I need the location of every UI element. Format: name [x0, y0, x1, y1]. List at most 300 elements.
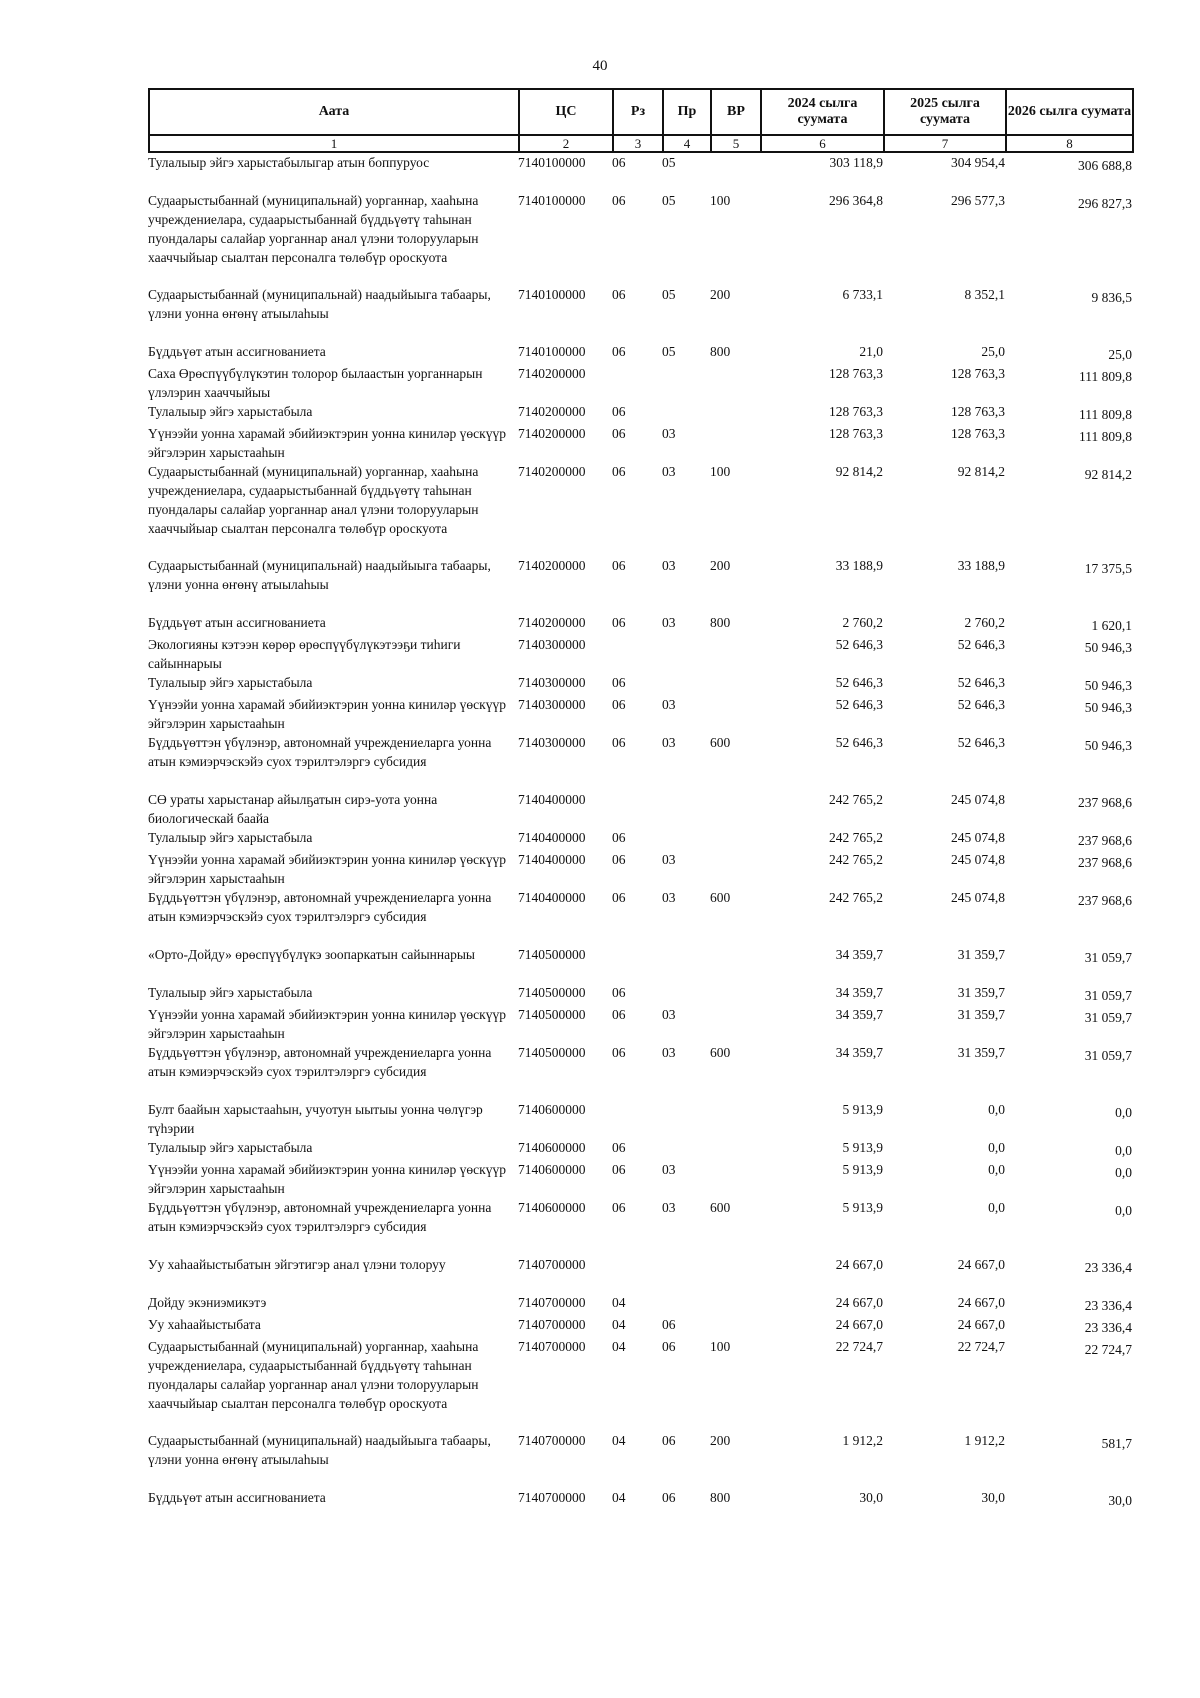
- row-pr: 05: [662, 287, 676, 302]
- row-name: Тулалыыр эйгэ харыстабыла: [148, 404, 313, 419]
- row-code: 7140500000: [518, 947, 586, 962]
- row-vr: [710, 1255, 760, 1293]
- row-vr: [710, 945, 760, 983]
- row-code: 7140200000: [518, 404, 586, 419]
- table-row: [148, 1160, 1132, 1198]
- row-value-2024: 30,0: [859, 1490, 883, 1505]
- row-rz: 06: [612, 697, 626, 712]
- row-vr: [710, 1138, 760, 1160]
- row-pr: 05: [662, 193, 676, 208]
- row-vr: 800: [710, 615, 731, 630]
- row-name: СӨ ураты харыстанар айылҕатын сирэ-уота уонна биологическай баайа: [148, 792, 438, 826]
- row-name: Тулалыыр эйгэ харыстабыла: [148, 1140, 313, 1155]
- row-rz: 06: [612, 287, 626, 302]
- row-value-2025: 1 912,2: [964, 1433, 1005, 1448]
- row-value-2024: 296 364,8: [829, 193, 883, 208]
- row-vr: [710, 828, 760, 850]
- row-code: 7140600000: [518, 1200, 586, 1215]
- row-name: Экологияны кэтээн көрөр өрөспүүбүлүкэтээҕи тиһиги сайыннарыы: [148, 637, 461, 671]
- row-rz: 04: [612, 1433, 626, 1448]
- table-row: [148, 342, 1132, 364]
- row-value-2025: 0,0: [988, 1200, 1005, 1215]
- row-value-2024: 5 913,9: [842, 1102, 883, 1117]
- table-row: [148, 402, 1132, 424]
- row-vr: 100: [710, 464, 731, 479]
- table-row: [148, 983, 1132, 1005]
- row-vr: [710, 850, 760, 888]
- row-value-2026: 111 809,8: [1079, 429, 1132, 444]
- row-vr: [710, 1315, 760, 1337]
- row-rz: [612, 945, 662, 983]
- row-rz: 06: [612, 464, 626, 479]
- row-value-2026: 0,0: [1115, 1143, 1132, 1158]
- row-pr: 06: [662, 1317, 676, 1332]
- row-rz: 06: [612, 675, 626, 690]
- row-code: 7140600000: [518, 1162, 586, 1177]
- row-vr: 600: [710, 890, 731, 905]
- row-value-2026: 30,0: [1108, 1493, 1132, 1508]
- row-name: Бүддьүөттэн үбүлэнэр, автономнай учреждениеларга уонна атын кэмиэрчэскэйэ суох тэрилтэлэргэ субсидия: [148, 890, 492, 924]
- row-name: Тулалыыр эйгэ харыстабыла: [148, 985, 313, 1000]
- row-vr: [710, 402, 760, 424]
- row-code: 7140200000: [518, 426, 586, 441]
- row-value-2026: 1 620,1: [1091, 618, 1132, 633]
- table-row: [148, 1337, 1132, 1431]
- row-value-2026: 92 814,2: [1084, 467, 1132, 482]
- row-value-2025: 0,0: [988, 1140, 1005, 1155]
- table-row: [148, 424, 1132, 462]
- row-rz: [612, 635, 662, 673]
- row-code: 7140700000: [518, 1257, 586, 1272]
- row-vr: [710, 424, 760, 462]
- row-name: Бүддьүөт атын ассигнованиета: [148, 344, 326, 359]
- row-name: Үүнээйи уонна харамай эбийиэктэрин уонна киниләр үөскүүр эйгэлэрин харыстааhын: [148, 426, 506, 460]
- row-pr: [662, 1100, 710, 1138]
- row-name: Тулалыыр эйгэ харыстабыла: [148, 830, 313, 845]
- table-row: [148, 364, 1132, 402]
- row-value-2025: 33 188,9: [957, 558, 1005, 573]
- row-rz: 04: [612, 1295, 626, 1310]
- row-code: 7140700000: [518, 1295, 586, 1310]
- row-value-2026: 31 059,7: [1084, 988, 1132, 1003]
- row-value-2025: 245 074,8: [951, 830, 1005, 845]
- row-value-2024: 303 118,9: [829, 155, 883, 170]
- table-row: [148, 1198, 1132, 1255]
- row-vr: 600: [710, 735, 731, 750]
- table-row: [148, 635, 1132, 673]
- table-row: [148, 790, 1132, 828]
- row-value-2024: 242 765,2: [829, 830, 883, 845]
- row-pr: 03: [662, 426, 676, 441]
- row-value-2025: 128 763,3: [951, 404, 1005, 419]
- row-code: 7140100000: [518, 344, 586, 359]
- row-value-2026: 50 946,3: [1084, 738, 1132, 753]
- row-name: Судаарыстыбаннай (муниципальнай) наадыйыыга табаары, үлэни уонна өҥөнү атыылаhыы: [148, 287, 491, 321]
- row-name: Тулалыыр эйгэ харыстабыла: [148, 675, 313, 690]
- row-value-2025: 304 954,4: [951, 155, 1005, 170]
- row-rz: 06: [612, 735, 626, 750]
- table-row: [148, 153, 1132, 191]
- row-pr: 03: [662, 697, 676, 712]
- row-pr: 03: [662, 1162, 676, 1177]
- budget-sheet: [148, 88, 1132, 1510]
- table-row: [148, 285, 1132, 342]
- row-rz: 06: [612, 852, 626, 867]
- row-value-2025: 128 763,3: [951, 426, 1005, 441]
- row-pr: 03: [662, 615, 676, 630]
- row-rz: 06: [612, 1045, 626, 1060]
- row-name: Судаарыстыбаннай (муниципальнай) уорганнар, хааhына учреждениелара, судаарыстыбаннай бүддьүөтү таhынан пуондалары салайар уорганнар анал үлэни толорууларын хааччыйыар сыалтан персоналга төлөбүр ороскуота: [148, 1339, 479, 1411]
- row-value-2025: 25,0: [981, 344, 1005, 359]
- row-name: Судаарыстыбаннай (муниципальнай) уорганнар, хааhына учреждениелара, судаарыстыбаннай бүддьүөтү таhынан пуондалары салайар уорганнар анал үлэни толорууларын хааччыйыар сыалтан персоналга төлөбүр ороскуота: [148, 193, 479, 265]
- row-vr: [710, 983, 760, 1005]
- row-value-2026: 306 688,8: [1078, 158, 1132, 173]
- row-rz: 06: [612, 890, 626, 905]
- row-value-2025: 24 667,0: [957, 1295, 1005, 1310]
- row-rz: 06: [612, 193, 626, 208]
- row-pr: 06: [662, 1433, 676, 1448]
- row-rz: [612, 790, 662, 828]
- row-vr: 800: [710, 1490, 731, 1505]
- row-pr: 03: [662, 735, 676, 750]
- row-value-2026: 23 336,4: [1084, 1298, 1132, 1313]
- row-value-2024: 34 359,7: [835, 947, 883, 962]
- row-value-2025: 128 763,3: [951, 366, 1005, 381]
- row-value-2024: 5 913,9: [842, 1200, 883, 1215]
- row-value-2025: 31 359,7: [957, 1007, 1005, 1022]
- row-name: Судаарыстыбаннай (муниципальнай) уорганнар, хааhына учреждениелара, судаарыстыбаннай бүддьүөтү таhынан пуондалары салайар уорганнар анал үлэни толорууларын хааччыйыар сыалтан персоналга төлөбүр ороскуота: [148, 464, 479, 536]
- header-cs: ЦС: [519, 89, 613, 135]
- table-row: [148, 1431, 1132, 1488]
- row-rz: [612, 1100, 662, 1138]
- row-code: 7140400000: [518, 830, 586, 845]
- row-value-2026: 50 946,3: [1084, 678, 1132, 693]
- row-name: Судаарыстыбаннай (муниципальнай) наадыйыыга табаары, үлэни уонна өҥөнү атыылаhыы: [148, 1433, 491, 1467]
- row-name: Уу хаhаайыстыбата: [148, 1317, 261, 1332]
- table-row: [148, 945, 1132, 983]
- row-value-2026: 237 968,6: [1078, 893, 1132, 908]
- row-name: «Орто-Дойду» өрөспүүбүлүкэ зоопаркатын сайыннарыы: [148, 947, 475, 962]
- table-row: [148, 191, 1132, 285]
- row-value-2026: 25,0: [1108, 347, 1132, 362]
- row-rz: 04: [612, 1317, 626, 1332]
- row-pr: 06: [662, 1490, 676, 1505]
- row-pr: 05: [662, 344, 676, 359]
- row-name: Бүддьүөттэн үбүлэнэр, автономнай учреждениеларга уонна атын кэмиэрчэскэйэ суох тэрилтэлэргэ субсидия: [148, 735, 492, 769]
- row-rz: 06: [612, 615, 626, 630]
- row-value-2025: 52 646,3: [957, 637, 1005, 652]
- row-pr: [662, 364, 710, 402]
- row-value-2024: 33 188,9: [835, 558, 883, 573]
- row-value-2024: 52 646,3: [835, 637, 883, 652]
- row-value-2025: 52 646,3: [957, 675, 1005, 690]
- row-value-2026: 31 059,7: [1084, 1010, 1132, 1025]
- row-vr: [710, 790, 760, 828]
- row-value-2025: 296 577,3: [951, 193, 1005, 208]
- row-vr: [710, 695, 760, 733]
- row-vr: 200: [710, 558, 731, 573]
- column-number: 4: [663, 135, 711, 152]
- table-row: [148, 556, 1132, 613]
- row-pr: 03: [662, 1045, 676, 1060]
- row-rz: 06: [612, 830, 626, 845]
- row-pr: [662, 1293, 710, 1315]
- row-value-2024: 52 646,3: [835, 697, 883, 712]
- row-value-2024: 24 667,0: [835, 1257, 883, 1272]
- column-number: 7: [884, 135, 1006, 152]
- row-value-2024: 52 646,3: [835, 735, 883, 750]
- row-value-2026: 50 946,3: [1084, 700, 1132, 715]
- row-name: Дойду экэниэмикэтэ: [148, 1295, 267, 1310]
- row-pr: 03: [662, 852, 676, 867]
- page-number: 40: [592, 58, 608, 74]
- row-rz: 06: [612, 426, 626, 441]
- table-row: [148, 1043, 1132, 1100]
- table-row: [148, 1100, 1132, 1138]
- row-vr: [710, 364, 760, 402]
- row-value-2026: 0,0: [1115, 1165, 1132, 1180]
- row-code: 7140200000: [518, 615, 586, 630]
- table-row: [148, 828, 1132, 850]
- column-number: 6: [761, 135, 884, 152]
- row-vr: 200: [710, 1433, 731, 1448]
- row-pr: [662, 983, 710, 1005]
- row-value-2026: 9 836,5: [1091, 290, 1132, 305]
- table-row: [148, 1315, 1132, 1337]
- column-number: 8: [1006, 135, 1133, 152]
- row-value-2024: 1 912,2: [842, 1433, 883, 1448]
- row-code: 7140400000: [518, 792, 586, 807]
- row-value-2024: 128 763,3: [829, 426, 883, 441]
- row-value-2026: 0,0: [1115, 1203, 1132, 1218]
- row-rz: 06: [612, 985, 626, 1000]
- row-value-2024: 242 765,2: [829, 792, 883, 807]
- row-vr: 600: [710, 1200, 731, 1215]
- row-value-2026: 23 336,4: [1084, 1320, 1132, 1335]
- row-vr: [710, 1005, 760, 1043]
- row-pr: [662, 790, 710, 828]
- table-row: [148, 462, 1132, 556]
- row-value-2025: 2 760,2: [964, 615, 1005, 630]
- row-rz: 06: [612, 1162, 626, 1177]
- row-pr: 03: [662, 464, 676, 479]
- row-code: 7140700000: [518, 1339, 586, 1354]
- row-value-2025: 30,0: [981, 1490, 1005, 1505]
- row-pr: [662, 402, 710, 424]
- row-code: 7140500000: [518, 985, 586, 1000]
- row-rz: 04: [612, 1490, 626, 1505]
- row-value-2025: 92 814,2: [957, 464, 1005, 479]
- row-pr: [662, 673, 710, 695]
- row-rz: 06: [612, 1140, 626, 1155]
- header-pr: Пр: [663, 89, 711, 135]
- row-pr: 05: [662, 155, 676, 170]
- row-pr: [662, 635, 710, 673]
- row-value-2026: 23 336,4: [1084, 1260, 1132, 1275]
- row-value-2024: 242 765,2: [829, 890, 883, 905]
- row-code: 7140700000: [518, 1317, 586, 1332]
- table-row: [148, 1138, 1132, 1160]
- row-vr: [710, 1100, 760, 1138]
- row-value-2024: 92 814,2: [835, 464, 883, 479]
- row-name: Саха Өрөспүүбүлүкэтин толорор былаастын уорганнарын үлэлэрин хааччыйыы: [148, 366, 483, 400]
- row-value-2024: 128 763,3: [829, 404, 883, 419]
- row-value-2026: 237 968,6: [1078, 833, 1132, 848]
- row-value-2024: 6 733,1: [842, 287, 883, 302]
- row-code: 7140500000: [518, 1045, 586, 1060]
- row-name: Үүнээйи уонна харамай эбийиэктэрин уонна киниләр үөскүүр эйгэлэрин харыстааhын: [148, 1007, 506, 1041]
- row-rz: 06: [612, 404, 626, 419]
- row-value-2026: 111 809,8: [1079, 369, 1132, 384]
- row-code: 7140200000: [518, 558, 586, 573]
- table-row: [148, 733, 1132, 790]
- row-value-2025: 245 074,8: [951, 890, 1005, 905]
- row-code: 7140200000: [518, 464, 586, 479]
- row-pr: [662, 945, 710, 983]
- row-value-2025: 24 667,0: [957, 1257, 1005, 1272]
- header-2024: 2024 сылга суумата: [761, 89, 884, 135]
- row-rz: [612, 364, 662, 402]
- row-value-2026: 237 968,6: [1078, 795, 1132, 810]
- row-rz: [612, 1255, 662, 1293]
- row-value-2026: 296 827,3: [1078, 196, 1132, 211]
- table-row: [148, 613, 1132, 635]
- row-vr: [710, 1160, 760, 1198]
- column-number: 1: [149, 135, 519, 152]
- row-value-2025: 24 667,0: [957, 1317, 1005, 1332]
- row-value-2024: 5 913,9: [842, 1140, 883, 1155]
- header-vr: ВР: [711, 89, 761, 135]
- table-row: [148, 888, 1132, 945]
- row-code: 7140300000: [518, 637, 586, 652]
- row-value-2024: 242 765,2: [829, 852, 883, 867]
- table-row: [148, 850, 1132, 888]
- row-value-2025: 22 724,7: [957, 1339, 1005, 1354]
- row-name: Үүнээйи уонна харамай эбийиэктэрин уонна киниләр үөскүүр эйгэлэрин харыстааhын: [148, 852, 506, 886]
- row-name: Бүддьүөттэн үбүлэнэр, автономнай учреждениеларга уонна атын кэмиэрчэскэйэ суох тэрилтэлэргэ субсидия: [148, 1200, 492, 1234]
- row-value-2025: 245 074,8: [951, 852, 1005, 867]
- row-value-2025: 245 074,8: [951, 792, 1005, 807]
- header-rz: Рз: [613, 89, 663, 135]
- row-pr: [662, 1138, 710, 1160]
- row-value-2025: 31 359,7: [957, 1045, 1005, 1060]
- row-code: 7140200000: [518, 366, 586, 381]
- row-code: 7140400000: [518, 852, 586, 867]
- row-value-2026: 581,7: [1101, 1436, 1132, 1451]
- header-2025: 2025 сылга суумата: [884, 89, 1006, 135]
- row-code: 7140100000: [518, 193, 586, 208]
- row-value-2025: 31 359,7: [957, 947, 1005, 962]
- row-vr: [710, 673, 760, 695]
- row-code: 7140100000: [518, 155, 586, 170]
- row-value-2024: 24 667,0: [835, 1295, 883, 1310]
- row-value-2025: 8 352,1: [964, 287, 1005, 302]
- row-value-2026: 31 059,7: [1084, 950, 1132, 965]
- row-pr: [662, 828, 710, 850]
- row-value-2026: 17 375,5: [1084, 561, 1132, 576]
- row-pr: 03: [662, 890, 676, 905]
- row-code: 7140300000: [518, 675, 586, 690]
- row-name: Булт баайын харыстааhын, учуотун ыытыы уонна чөлүгэр түhэрии: [148, 1102, 483, 1136]
- table-row: [148, 1005, 1132, 1043]
- row-value-2024: 34 359,7: [835, 1045, 883, 1060]
- row-rz: 06: [612, 344, 626, 359]
- table-row: [148, 1293, 1132, 1315]
- row-vr: [710, 635, 760, 673]
- row-name: Үүнээйи уонна харамай эбийиэктэрин уонна киниләр үөскүүр эйгэлэрин харыстааhын: [148, 1162, 506, 1196]
- row-value-2024: 128 763,3: [829, 366, 883, 381]
- table-row: [148, 695, 1132, 733]
- row-value-2024: 34 359,7: [835, 1007, 883, 1022]
- row-value-2026: 50 946,3: [1084, 640, 1132, 655]
- row-value-2026: 111 809,8: [1079, 407, 1132, 422]
- row-value-2025: 31 359,7: [957, 985, 1005, 1000]
- row-name: Үүнээйи уонна харамай эбийиэктэрин уонна киниләр үөскүүр эйгэлэрин харыстааhын: [148, 697, 506, 731]
- row-vr: 100: [710, 1339, 731, 1354]
- row-value-2025: 0,0: [988, 1162, 1005, 1177]
- row-vr: [710, 1293, 760, 1315]
- table-row: [148, 1488, 1132, 1510]
- row-name: Бүддьүөт атын ассигнованиета: [148, 615, 326, 630]
- row-vr: 100: [710, 193, 731, 208]
- row-value-2024: 22 724,7: [835, 1339, 883, 1354]
- column-number: 5: [711, 135, 761, 152]
- row-name: Судаарыстыбаннай (муниципальнай) наадыйыыга табаары, үлэни уонна өҥөнү атыылаhыы: [148, 558, 491, 592]
- row-code: 7140100000: [518, 287, 586, 302]
- row-value-2026: 0,0: [1115, 1105, 1132, 1120]
- budget-table-body: [148, 153, 1132, 1510]
- row-vr: [710, 153, 760, 191]
- row-name: Уу хаhаайыстыбатын эйгэтигэр анал үлэни толоруу: [148, 1257, 446, 1272]
- row-code: 7140700000: [518, 1490, 586, 1505]
- row-name: Бүддьүөттэн үбүлэнэр, автономнай учреждениеларга уонна атын кэмиэрчэскэйэ суох тэрилтэлэргэ субсидия: [148, 1045, 492, 1079]
- row-pr: [662, 1255, 710, 1293]
- column-numbers-row: [149, 135, 1133, 152]
- row-rz: 06: [612, 1007, 626, 1022]
- row-value-2024: 21,0: [859, 344, 883, 359]
- row-value-2024: 5 913,9: [842, 1162, 883, 1177]
- column-number: 3: [613, 135, 663, 152]
- row-pr: 03: [662, 558, 676, 573]
- row-code: 7140600000: [518, 1140, 586, 1155]
- table-header: [148, 88, 1134, 153]
- row-name: Бүддьүөт атын ассигнованиета: [148, 1490, 326, 1505]
- row-value-2024: 24 667,0: [835, 1317, 883, 1332]
- row-vr: 200: [710, 287, 731, 302]
- row-pr: 06: [662, 1339, 676, 1354]
- row-code: 7140300000: [518, 735, 586, 750]
- row-code: 7140300000: [518, 697, 586, 712]
- row-pr: 03: [662, 1200, 676, 1215]
- row-vr: 600: [710, 1045, 731, 1060]
- row-value-2025: 52 646,3: [957, 735, 1005, 750]
- row-rz: 06: [612, 155, 626, 170]
- row-pr: 03: [662, 1007, 676, 1022]
- table-row: [148, 673, 1132, 695]
- row-rz: 06: [612, 558, 626, 573]
- row-code: 7140500000: [518, 1007, 586, 1022]
- row-rz: 06: [612, 1200, 626, 1215]
- row-value-2025: 52 646,3: [957, 697, 1005, 712]
- row-code: 7140600000: [518, 1102, 586, 1117]
- table-row: [148, 1255, 1132, 1293]
- row-value-2024: 52 646,3: [835, 675, 883, 690]
- header-name: Аата: [149, 89, 519, 135]
- row-value-2024: 2 760,2: [842, 615, 883, 630]
- row-vr: 800: [710, 344, 731, 359]
- header-2026: 2026 сылга суумата: [1006, 89, 1133, 135]
- column-number: 2: [519, 135, 613, 152]
